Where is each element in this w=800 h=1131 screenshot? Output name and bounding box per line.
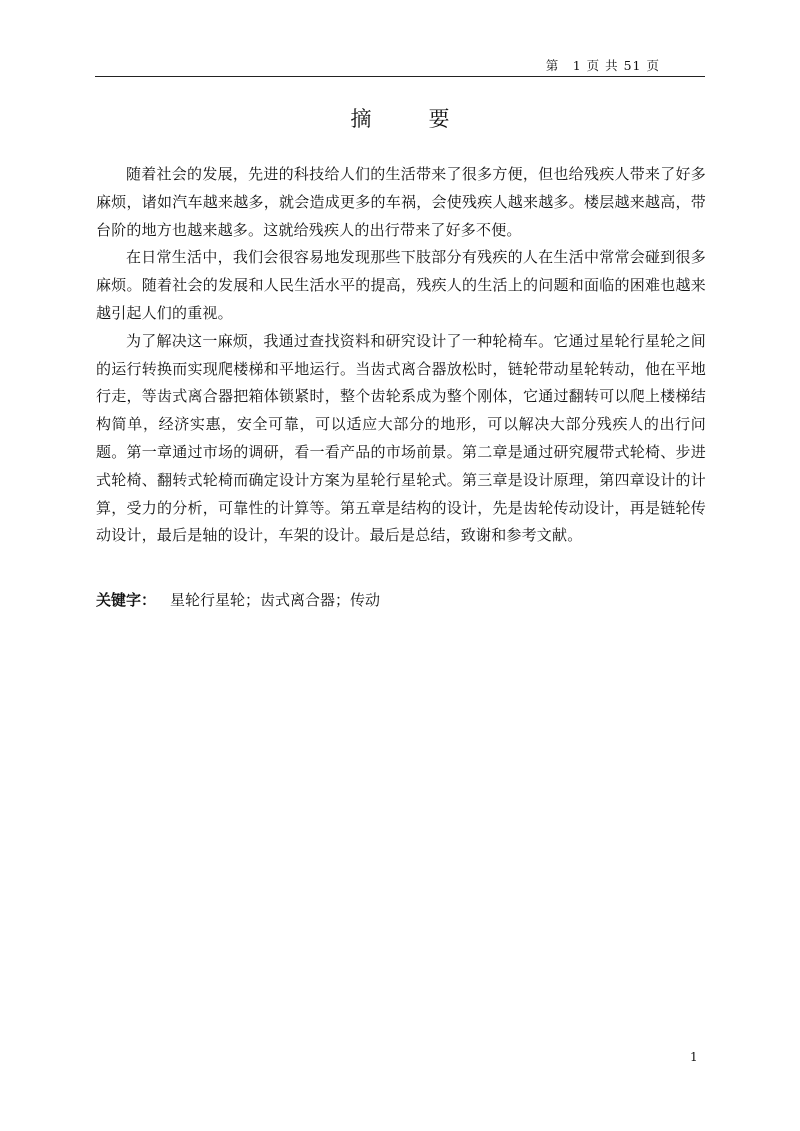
keywords-value: 星轮行星轮；齿式离合器；传动 — [170, 591, 381, 609]
abstract-paragraph-3: 为了解决这一麻烦，我通过查找资料和研究设计了一种轮椅车。它通过星轮行星轮之间的运行转换而实现爬楼梯和平地运行。当齿式离合器放松时，链轮带动星轮转动，他在平地行走，等齿式离合器把箱体锁紧时，整个齿轮系成为整个刚体，它通过翻转可以爬上楼梯结构简单，经济实惠，安全可靠，可以适应大部分的地形，可以解决大部分残疾人的出行问题。第一章通过市场的调研，看一看产品的市场前景。第二章是通过研究履带式轮椅、步进式轮椅、翻转式轮椅而确定设计方案为星轮行星轮式。第三章是设计原理，第四章设计的计算，受力的分析，可靠性的计算等。第五章是结构的设计，先是齿轮传动设计，再是链轮传动设计，最后是轴的设计，车架的设计。最后是总结，致谢和参考文献。 — [96, 331, 706, 545]
abstract-paragraph-2: 在日常生活中，我们会很容易地发现那些下肢部分有残疾的人在生活中常常会碰到很多麻烦。随着社会的发展和人民生活水平的提高，残疾人的生活上的问题和面临的困难也越来越引起人们的重视。 — [96, 248, 706, 322]
abstract-paragraph-1: 随着社会的发展，先进的科技给人们的生活带来了很多方便，但也给残疾人带来了好多麻烦，诸如汽车越来越多，就会造成更多的车祸，会使残疾人越来越多。楼层越来越高，带台阶的地方也越来越多。这就给残疾人的出行带来了好多不便。 — [96, 165, 706, 239]
abstract-body — [96, 161, 706, 550]
page-count: 第 1 页 共 51 页 — [545, 58, 660, 73]
keywords-line — [96, 588, 706, 612]
abstract-title: 摘 要 — [350, 107, 468, 131]
keywords-label: 关键字： — [96, 591, 157, 609]
page-number: 1 — [690, 1050, 698, 1064]
page-header — [95, 54, 705, 77]
